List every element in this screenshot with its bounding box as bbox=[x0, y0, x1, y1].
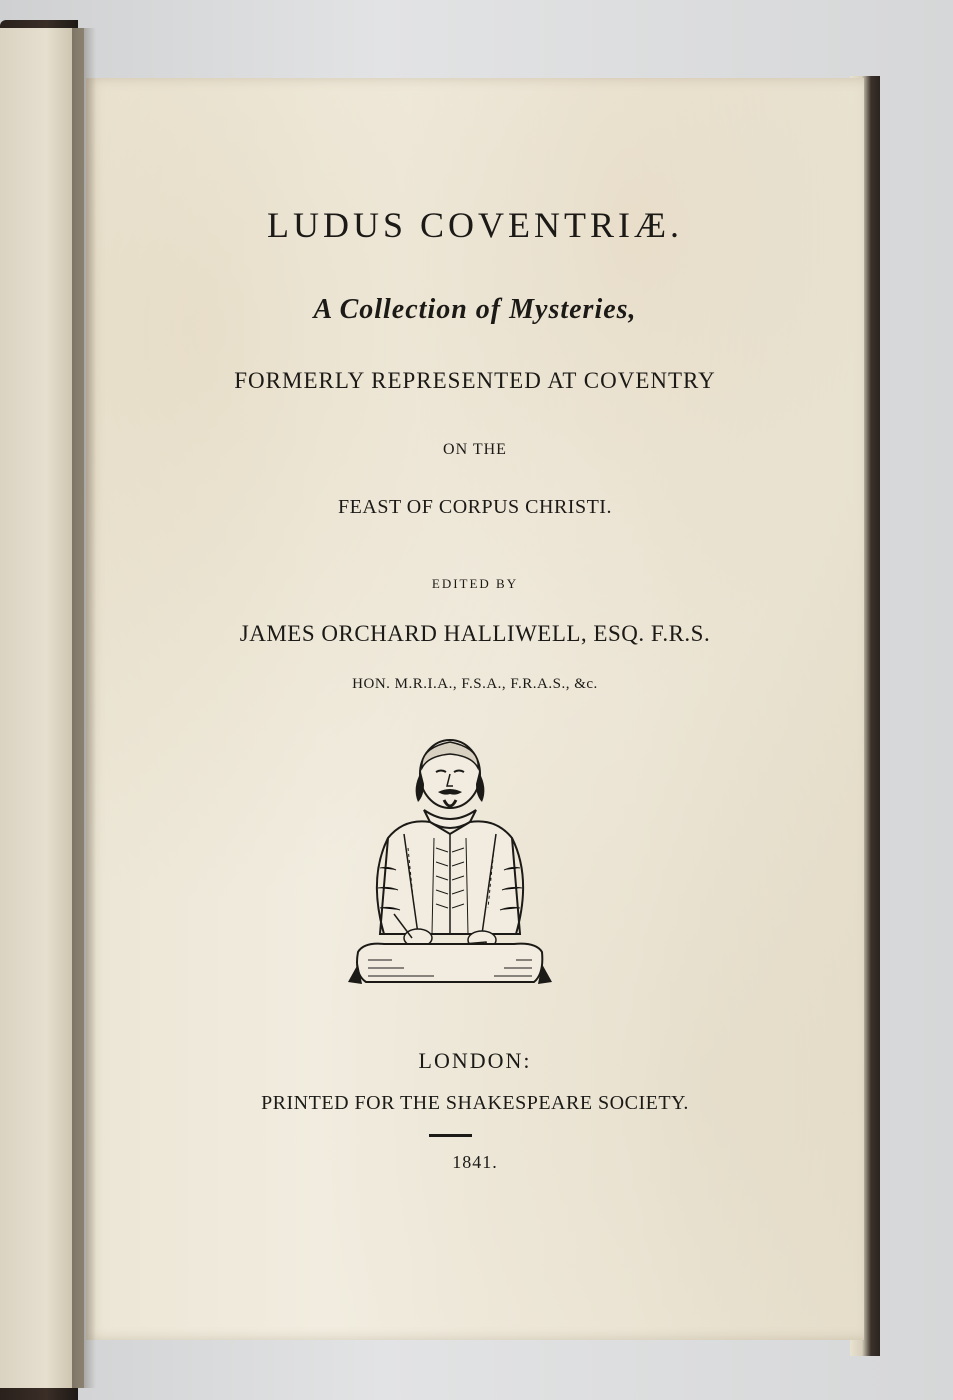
editor-name: JAMES ORCHARD HALLIWELL, ESQ. F.R.S. bbox=[239, 621, 711, 646]
description-line-1: FORMERLY REPRESENTED AT COVENTRY bbox=[234, 368, 716, 393]
imprint-rule bbox=[429, 1134, 472, 1137]
book-title: LUDUS COVENTRIÆ. bbox=[266, 205, 683, 245]
shakespeare-bust-illustration bbox=[344, 738, 554, 1000]
edited-by-label: EDITED BY bbox=[431, 576, 519, 591]
imprint-publisher: PRINTED FOR THE SHAKESPEARE SOCIETY. bbox=[261, 1092, 689, 1114]
gutter-shadow bbox=[72, 28, 96, 1388]
description-line-3: FEAST OF CORPUS CHRISTI. bbox=[338, 496, 612, 518]
imprint-place: LONDON: bbox=[418, 1048, 532, 1073]
description-line-2: ON THE bbox=[443, 441, 507, 458]
title-page bbox=[86, 78, 864, 1340]
book-subtitle: A Collection of Mysteries, bbox=[313, 294, 637, 325]
imprint-year: 1841. bbox=[452, 1152, 498, 1172]
editor-honors: HON. M.R.I.A., F.S.A., F.R.A.S., &c. bbox=[352, 676, 598, 692]
